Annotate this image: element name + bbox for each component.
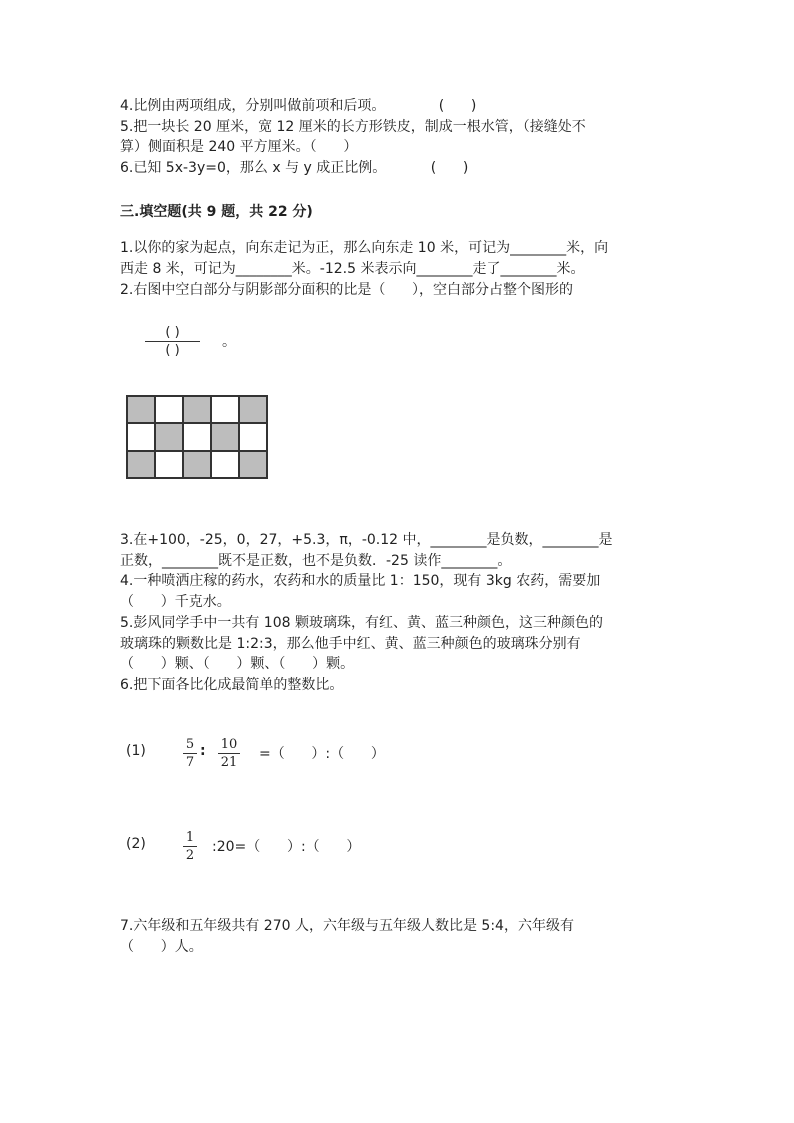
shaded-grid-figure bbox=[126, 395, 268, 479]
fill-q4-line1: 4.一种喷洒庄稼的药水，农药和水的质量比 1：150，现有 3kg 农药，需要加 bbox=[120, 573, 601, 589]
fill-q5-line1: 5.彭风同学手中一共有 108 颗玻璃珠，有红、黄、蓝三种颜色，这三种颜色的 bbox=[120, 615, 603, 631]
fill-q3-line1: 3.在+100，-25，0，27，+5.3，π，-0.12 中，________是负数，________是 bbox=[120, 532, 613, 548]
white-cell bbox=[155, 396, 183, 423]
white-cell bbox=[211, 451, 239, 478]
shaded-cell bbox=[183, 396, 211, 423]
tf-q5-line2: 算）侧面积是 240 平方厘米。（ ） bbox=[120, 139, 358, 155]
tf-q6: 6.已知 5x-3y=0，那么 x 与 y 成正比例。 ( ) bbox=[120, 160, 469, 176]
fill-q7-line2: （ ）人。 bbox=[120, 939, 203, 955]
q6-2-fraction bbox=[183, 830, 197, 863]
q6-2-answer: :20=（ ）:（ ） bbox=[212, 839, 361, 855]
white-cell bbox=[183, 423, 211, 450]
shaded-cell bbox=[239, 451, 267, 478]
fill-q4-line2: （ ）千克水。 bbox=[120, 594, 231, 610]
tf-q5-line1: 5.把一块长 20 厘米，宽 12 厘米的长方形铁皮，制成一根水管，（接缝处不 bbox=[120, 119, 586, 135]
fill-q1-line1: 1.以你的家为起点，向东走记为正，那么向东走 10 米，可记为________米，向 bbox=[120, 240, 609, 256]
q2-period: 。 bbox=[222, 334, 236, 350]
q6-1-fraction-1 bbox=[183, 737, 197, 770]
fill-q2: 2.右图中空白部分与阴影部分面积的比是（ ），空白部分占整个图形的 bbox=[120, 282, 574, 298]
white-cell bbox=[155, 451, 183, 478]
shaded-cell bbox=[127, 396, 155, 423]
shaded-cell bbox=[211, 423, 239, 450]
denominator: 7 bbox=[185, 755, 195, 770]
white-cell bbox=[127, 423, 155, 450]
q6-1-colon: : bbox=[200, 743, 206, 759]
denominator: 21 bbox=[220, 755, 238, 770]
section-title: 三.填空题(共 9 题，共 22 分) bbox=[120, 204, 313, 220]
fill-q1-line2: 西走 8 米，可记为________米。-12.5 米表示向________走了________米。 bbox=[120, 261, 585, 277]
white-cell bbox=[239, 423, 267, 450]
q6-1-answer: =（ ）:（ ） bbox=[259, 746, 385, 762]
frac-denominator: ( ) bbox=[165, 343, 180, 358]
white-cell bbox=[211, 396, 239, 423]
denominator: 2 bbox=[185, 848, 195, 863]
shaded-cell bbox=[155, 423, 183, 450]
shaded-cell bbox=[183, 451, 211, 478]
fill-q7-line1: 7.六年级和五年级共有 270 人，六年级与五年级人数比是 5:4，六年级有 bbox=[120, 918, 574, 934]
q2-fraction-blank bbox=[145, 325, 200, 358]
fill-q5-line3: （ ）颗、（ ）颗、（ ）颗。 bbox=[120, 656, 355, 672]
shaded-cell bbox=[239, 396, 267, 423]
fill-q6: 6.把下面各比化成最简单的整数比。 bbox=[120, 677, 344, 693]
fill-q3-line2: 正数，________既不是正数，也不是负数．-25 读作________。 bbox=[120, 553, 512, 569]
q6-1-label: (1) bbox=[126, 743, 146, 759]
q6-2-label: (2) bbox=[126, 836, 146, 852]
tf-q4: 4.比例由两项组成，分别叫做前项和后项。 ( ) bbox=[120, 98, 477, 114]
numerator: 1 bbox=[185, 830, 195, 845]
numerator: 10 bbox=[220, 737, 238, 752]
frac-numerator: ( ) bbox=[165, 325, 180, 340]
shaded-cell bbox=[127, 451, 155, 478]
numerator: 5 bbox=[185, 737, 195, 752]
q6-1-fraction-2 bbox=[218, 737, 240, 770]
fill-q5-line2: 玻璃珠的颗数比是 1:2:3，那么他手中红、黄、蓝三种颜色的玻璃珠分别有 bbox=[120, 636, 581, 652]
